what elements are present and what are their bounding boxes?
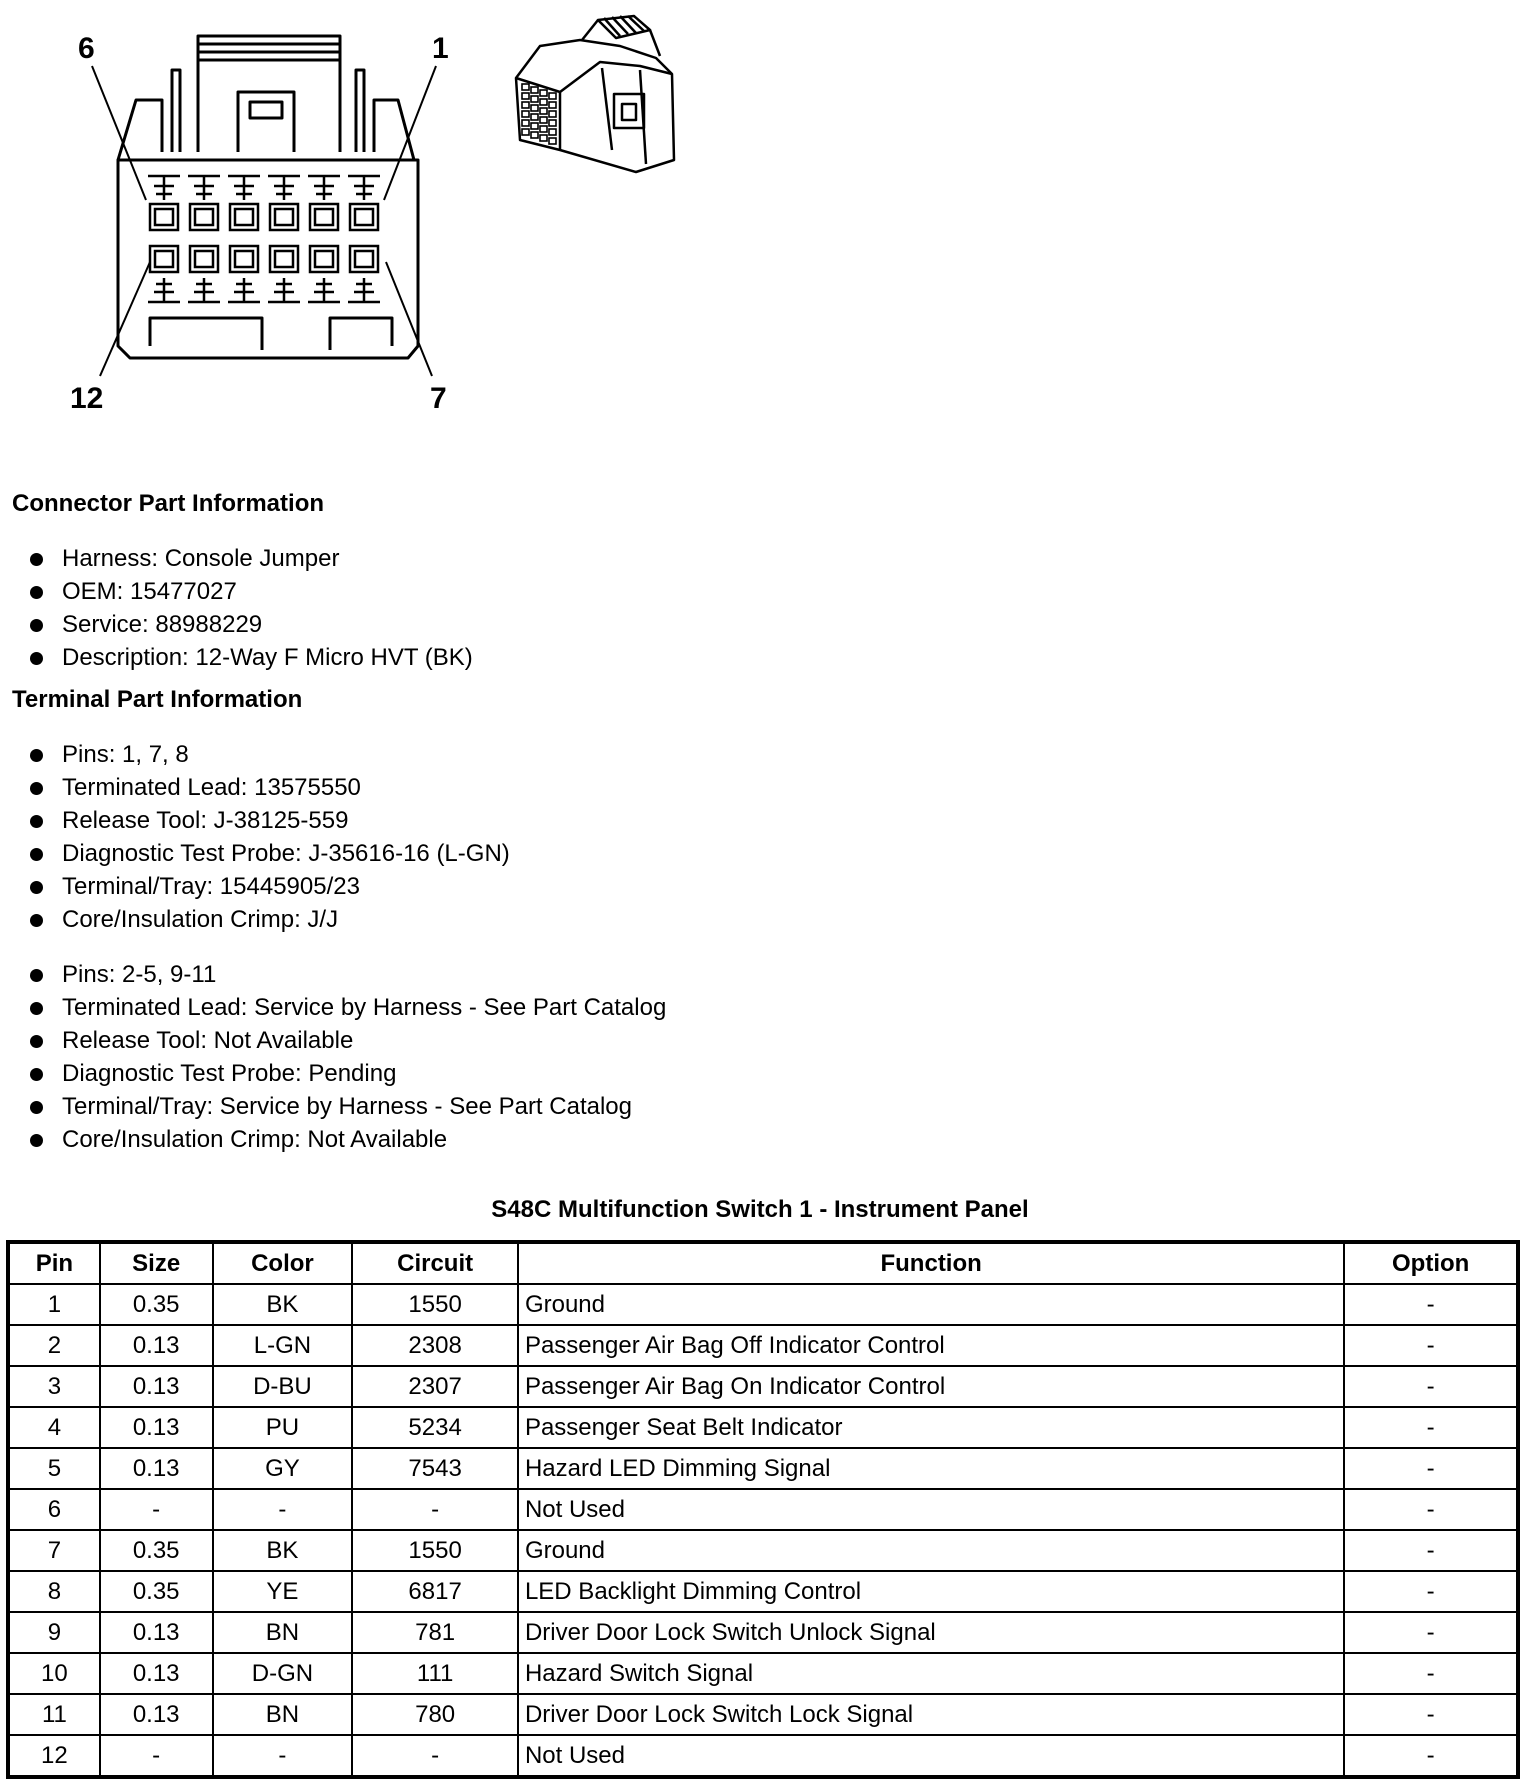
cell-option: - (1344, 1530, 1518, 1571)
cell-pin: 8 (8, 1571, 100, 1612)
cell-pin: 6 (8, 1489, 100, 1530)
header-size: Size (100, 1242, 213, 1284)
cell-circuit: - (352, 1735, 518, 1777)
list-item: Core/Insulation Crimp: J/J (30, 903, 510, 936)
cell-size: 0.13 (100, 1407, 213, 1448)
cell-pin: 1 (8, 1284, 100, 1325)
list-item: Harness: Console Jumper (30, 542, 473, 575)
cell-function: Driver Door Lock Switch Unlock Signal (518, 1612, 1344, 1653)
table-row (8, 1571, 1518, 1612)
list-item: Core/Insulation Crimp: Not Available (30, 1123, 666, 1156)
cell-function: LED Backlight Dimming Control (518, 1571, 1344, 1612)
iso-pin (522, 111, 529, 117)
iso-pin (540, 126, 547, 132)
iso-pin (540, 108, 547, 114)
cell-option: - (1344, 1366, 1518, 1407)
pin-cavity (348, 176, 380, 200)
cell-pin: 5 (8, 1448, 100, 1489)
cell-option: - (1344, 1735, 1518, 1777)
cell-color: YE (213, 1571, 353, 1612)
cell-color: PU (213, 1407, 353, 1448)
cell-pin: 3 (8, 1366, 100, 1407)
pin-cavity (355, 251, 373, 267)
iso-pin (531, 87, 538, 93)
iso-pin (522, 93, 529, 99)
pin-cavity (235, 251, 253, 267)
cell-option: - (1344, 1448, 1518, 1489)
pin-cavity (308, 278, 340, 302)
list-item: Terminated Lead: 13575550 (30, 771, 510, 804)
cell-size: 0.35 (100, 1571, 213, 1612)
cell-circuit: 780 (352, 1694, 518, 1735)
cell-color: GY (213, 1448, 353, 1489)
cell-color: - (213, 1489, 353, 1530)
pin-label-7: 7 (430, 382, 447, 415)
cell-option: - (1344, 1489, 1518, 1530)
pin-cavity (188, 278, 220, 302)
cell-option: - (1344, 1325, 1518, 1366)
table-row (8, 1735, 1518, 1777)
iso-pin (531, 123, 538, 129)
iso-pin (522, 129, 529, 135)
cell-circuit: 2307 (352, 1366, 518, 1407)
table-row (8, 1448, 1518, 1489)
pin-cavity (155, 209, 173, 225)
cell-function: Hazard LED Dimming Signal (518, 1448, 1344, 1489)
iso-pin (549, 120, 556, 126)
iso-pin (540, 99, 547, 105)
cell-option: - (1344, 1653, 1518, 1694)
table-row (8, 1530, 1518, 1571)
pin-cavity (148, 278, 180, 302)
cell-pin: 11 (8, 1694, 100, 1735)
pin-cavity (275, 251, 293, 267)
cell-size: 0.13 (100, 1694, 213, 1735)
list-item: Service: 88988229 (30, 608, 473, 641)
cell-color: BN (213, 1612, 353, 1653)
cell-function: Ground (518, 1284, 1344, 1325)
list-item: Diagnostic Test Probe: Pending (30, 1057, 666, 1090)
cell-circuit: 111 (352, 1653, 518, 1694)
table-row (8, 1366, 1518, 1407)
cell-pin: 2 (8, 1325, 100, 1366)
cell-size: 0.13 (100, 1325, 213, 1366)
pin-label-12: 12 (70, 382, 104, 415)
cell-function: Not Used (518, 1735, 1344, 1777)
cell-size: 0.13 (100, 1612, 213, 1653)
cell-option: - (1344, 1407, 1518, 1448)
iso-pin (549, 129, 556, 135)
connector-diagram (0, 0, 720, 420)
pin-cavity (195, 209, 213, 225)
cell-size: - (100, 1489, 213, 1530)
iso-pin (540, 135, 547, 141)
connector-info-list (30, 542, 473, 674)
list-item: Description: 12-Way F Micro HVT (BK) (30, 641, 473, 674)
cell-size: 0.13 (100, 1448, 213, 1489)
cell-color: L-GN (213, 1325, 353, 1366)
terminal-info-group-1 (30, 738, 510, 936)
cell-color: BN (213, 1694, 353, 1735)
list-item: OEM: 15477027 (30, 575, 473, 608)
cell-pin: 7 (8, 1530, 100, 1571)
pin-cavity (148, 176, 180, 200)
cell-function: Passenger Air Bag On Indicator Control (518, 1366, 1344, 1407)
cell-size: 0.35 (100, 1530, 213, 1571)
list-item: Release Tool: J-38125-559 (30, 804, 510, 837)
table-row (8, 1284, 1518, 1325)
cell-function: Passenger Seat Belt Indicator (518, 1407, 1344, 1448)
pin-cavity (268, 176, 300, 200)
iso-pin (531, 96, 538, 102)
iso-pin (522, 120, 529, 126)
iso-pin (540, 90, 547, 96)
cell-option: - (1344, 1612, 1518, 1653)
table-title: S48C Multifunction Switch 1 - Instrument Panel (491, 1196, 1029, 1223)
cell-circuit: 5234 (352, 1407, 518, 1448)
iso-pin (540, 117, 547, 123)
list-item: Release Tool: Not Available (30, 1024, 666, 1057)
cell-function: Passenger Air Bag Off Indicator Control (518, 1325, 1344, 1366)
cell-color: D-BU (213, 1366, 353, 1407)
iso-pin (522, 102, 529, 108)
cell-size: - (100, 1735, 213, 1777)
iso-pin (522, 84, 529, 90)
iso-pin (549, 102, 556, 108)
terminal-info-group-2 (30, 958, 666, 1156)
header-pin: Pin (8, 1242, 100, 1284)
cell-size: 0.13 (100, 1653, 213, 1694)
list-item: Pins: 2-5, 9-11 (30, 958, 666, 991)
cell-circuit: 1550 (352, 1530, 518, 1571)
cell-circuit: 781 (352, 1612, 518, 1653)
cell-function: Ground (518, 1530, 1344, 1571)
table-row (8, 1407, 1518, 1448)
iso-pin (549, 111, 556, 117)
cell-option: - (1344, 1571, 1518, 1612)
header-option: Option (1344, 1242, 1518, 1284)
iso-pin (531, 132, 538, 138)
cell-circuit: 2308 (352, 1325, 518, 1366)
cell-color: BK (213, 1284, 353, 1325)
pin-cavity (348, 278, 380, 302)
cell-circuit: 1550 (352, 1284, 518, 1325)
cell-function: Not Used (518, 1489, 1344, 1530)
cell-option: - (1344, 1284, 1518, 1325)
cell-size: 0.35 (100, 1284, 213, 1325)
list-item: Terminal/Tray: 15445905/23 (30, 870, 510, 903)
pin-cavity (195, 251, 213, 267)
cell-pin: 9 (8, 1612, 100, 1653)
header-function: Function (518, 1242, 1344, 1284)
iso-pin (549, 138, 556, 144)
list-item: Pins: 1, 7, 8 (30, 738, 510, 771)
cell-pin: 10 (8, 1653, 100, 1694)
iso-pin (549, 93, 556, 99)
table-row (8, 1694, 1518, 1735)
cell-circuit: - (352, 1489, 518, 1530)
iso-pin (531, 114, 538, 120)
iso-pin (531, 105, 538, 111)
table-row (8, 1612, 1518, 1653)
cell-function: Hazard Switch Signal (518, 1653, 1344, 1694)
cell-pin: 4 (8, 1407, 100, 1448)
pin-cavity (228, 176, 260, 200)
table-row (8, 1653, 1518, 1694)
cell-pin: 12 (8, 1735, 100, 1777)
pinout-table (6, 1240, 1520, 1779)
cell-option: - (1344, 1694, 1518, 1735)
cell-circuit: 7543 (352, 1448, 518, 1489)
connector-info-title: Connector Part Information (12, 490, 325, 517)
pin-cavity (268, 278, 300, 302)
pin-cavity (188, 176, 220, 200)
pin-cavity (235, 209, 253, 225)
table-row (8, 1489, 1518, 1530)
header-color: Color (213, 1242, 353, 1284)
cell-function: Driver Door Lock Switch Lock Signal (518, 1694, 1344, 1735)
pin-cavity (308, 176, 340, 200)
cell-color: - (213, 1735, 353, 1777)
pin-label-1: 1 (432, 32, 449, 65)
pin-label-6: 6 (78, 32, 95, 65)
header-circuit: Circuit (352, 1242, 518, 1284)
cell-size: 0.13 (100, 1366, 213, 1407)
table-row (8, 1325, 1518, 1366)
pin-cavity (315, 209, 333, 225)
table-header-row (8, 1242, 1518, 1284)
cell-circuit: 6817 (352, 1571, 518, 1612)
pin-cavity (228, 278, 260, 302)
terminal-info-title: Terminal Part Information (12, 686, 303, 713)
pin-cavity (275, 209, 293, 225)
list-item: Diagnostic Test Probe: J-35616-16 (L-GN) (30, 837, 510, 870)
cell-color: BK (213, 1530, 353, 1571)
list-item: Terminated Lead: Service by Harness - See Part Catalog (30, 991, 666, 1024)
pin-cavity (315, 251, 333, 267)
pin-cavity (355, 209, 373, 225)
pin-cavity (155, 251, 173, 267)
cell-color: D-GN (213, 1653, 353, 1694)
list-item: Terminal/Tray: Service by Harness - See Part Catalog (30, 1090, 666, 1123)
